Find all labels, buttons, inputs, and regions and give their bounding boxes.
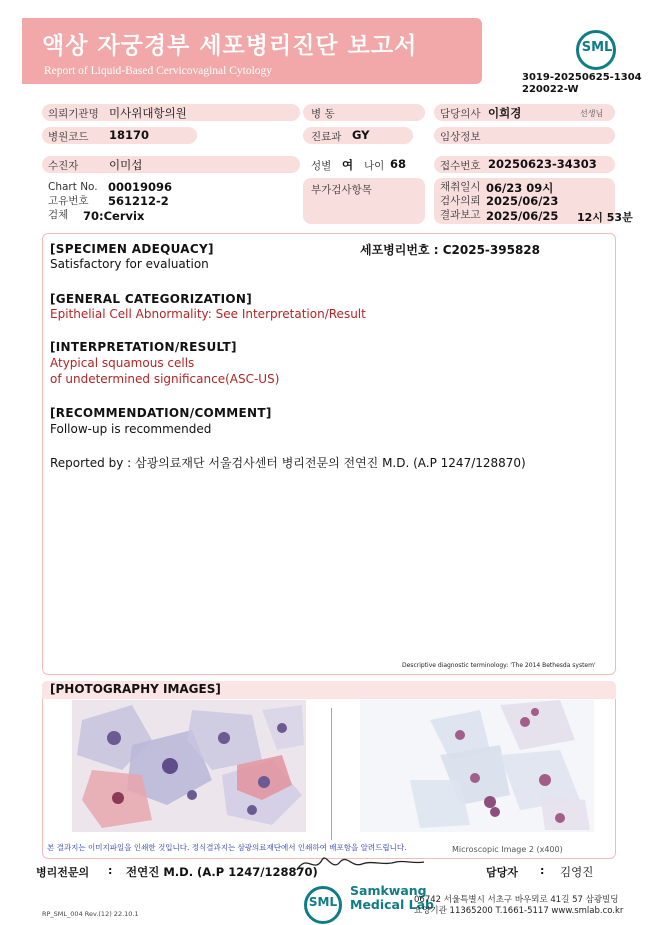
cytology-number-label: 세포병리번호 : bbox=[360, 243, 439, 257]
receipt-no-label: 접수번호 bbox=[440, 160, 481, 172]
requested-label: 검사의뢰 bbox=[440, 195, 481, 207]
patient-label: 수진자 bbox=[48, 160, 79, 172]
receipt-no-value: 20250623-34303 bbox=[488, 157, 597, 171]
doctor-suffix: 선생님 bbox=[580, 109, 604, 118]
pathologist-colon: : bbox=[108, 864, 113, 877]
institution-value: 미사위대항의원 bbox=[109, 106, 187, 120]
ward-label: 병 동 bbox=[311, 108, 335, 120]
specimen-value: 70:Cervix bbox=[83, 209, 145, 223]
cytology-number-value: C2025-395828 bbox=[442, 243, 541, 257]
microscopic-image-1-graphic bbox=[72, 700, 306, 832]
report-subtitle: Report of Liquid-Based Cervicovaginal Cytology bbox=[44, 65, 273, 77]
additional-tests-label: 부가검사항목 bbox=[311, 184, 372, 196]
collection-value: 06/23 09시 bbox=[486, 181, 554, 195]
terminology-note: Descriptive diagnostic terminology: 'The 2014 Bethesda system' bbox=[402, 662, 596, 669]
chart-no-label: Chart No. bbox=[48, 181, 98, 193]
footer-sml-logo-text: SML bbox=[308, 895, 338, 909]
reported-by: Reported by : 삼광의료재단 서울검사센터 병리전문의 전연진 M.D. (A.P 1247/128870) bbox=[50, 456, 526, 470]
sex-value: 여 bbox=[342, 158, 354, 172]
lab-name-line2: Medical Lab bbox=[350, 897, 434, 912]
reported-value: 2025/06/25 bbox=[486, 209, 559, 223]
age-value: 68 bbox=[390, 157, 407, 171]
pathologist-value: 전연진 M.D. (A.P 1247/128870) bbox=[126, 865, 318, 879]
specimen-adequacy-text: Satisfactory for evaluation bbox=[50, 257, 209, 271]
document-number bbox=[522, 72, 642, 96]
department-value: GY bbox=[352, 128, 370, 142]
recommendation-text: Follow-up is recommended bbox=[50, 422, 212, 436]
doctor-label: 담당의사 bbox=[440, 108, 481, 120]
document-number-line2: 220022-W bbox=[522, 84, 579, 95]
sex-label: 성별 bbox=[311, 160, 332, 172]
cytology-number bbox=[360, 241, 540, 258]
unique-no-label: 고유번호 bbox=[48, 195, 89, 207]
document-number-line1: 3019-20250625-1304 bbox=[522, 72, 642, 83]
department-label: 진료과 bbox=[311, 131, 342, 143]
microscopic-image-1 bbox=[72, 700, 306, 832]
photo-notice: 본 결과지는 이미지파일을 인쇄한 것입니다. 정식결과지는 삼광의료재단에서 인쇄하여 배포함을 알려드립니다. bbox=[47, 843, 407, 852]
unique-no-value: 561212-2 bbox=[108, 194, 169, 208]
sml-logo-text: SML bbox=[581, 40, 613, 55]
signature-icon bbox=[292, 848, 432, 876]
staff-colon: : bbox=[540, 864, 545, 877]
interpretation-line2: of undetermined significance(ASC-US) bbox=[50, 372, 280, 386]
pathologist-label: 병리전문의 bbox=[36, 866, 90, 879]
form-code: RP_SML_004 Rev.(12) 22.10.1 bbox=[42, 910, 139, 918]
requested-value: 2025/06/23 bbox=[486, 194, 559, 208]
collection-label: 채취일시 bbox=[440, 181, 481, 193]
institution-label: 의뢰기관명 bbox=[48, 108, 99, 120]
general-categorization-text: Epithelial Cell Abnormality: See Interpretation/Result bbox=[50, 307, 366, 321]
interpretation-line1: Atypical squamous cells bbox=[50, 356, 195, 370]
recommendation-heading: [RECOMMENDATION/COMMENT] bbox=[50, 406, 272, 420]
chart-no-value: 00019096 bbox=[108, 180, 173, 194]
hospital-code-value: 18170 bbox=[109, 128, 150, 142]
microscopic-image-2 bbox=[360, 700, 594, 832]
doctor-value: 이희경 bbox=[488, 106, 522, 120]
specimen-adequacy-heading: [SPECIMEN ADEQUACY] bbox=[50, 242, 214, 256]
photography-heading: [PHOTOGRAPHY IMAGES] bbox=[50, 682, 221, 696]
photo-divider bbox=[331, 708, 332, 840]
interpretation-heading: [INTERPRETATION/RESULT] bbox=[50, 340, 237, 354]
patient-value: 이미섭 bbox=[109, 158, 143, 172]
clinical-info-label: 임상정보 bbox=[440, 131, 481, 143]
reported-time: 12시 53분 bbox=[577, 211, 633, 224]
staff-value: 김영진 bbox=[560, 865, 594, 879]
lab-address bbox=[414, 895, 623, 917]
patient-pill bbox=[42, 156, 300, 173]
lab-name-line1: Samkwang bbox=[350, 883, 427, 898]
report-title: 액상 자궁경부 세포병리진단 보고서 bbox=[42, 33, 418, 59]
lab-address-line1: 06742 서울특별시 서초구 바우뫼로 41길 57 삼광빌딩 bbox=[414, 895, 619, 905]
microscopic-image-2-graphic bbox=[360, 700, 594, 832]
hospital-code-label: 병원코드 bbox=[48, 131, 89, 143]
general-categorization-heading: [GENERAL CATEGORIZATION] bbox=[50, 292, 253, 306]
age-label: 나이 bbox=[364, 160, 385, 172]
reported-label: 결과보고 bbox=[440, 209, 481, 221]
photo-caption-2: Microscopic Image 2 (x400) bbox=[452, 845, 563, 854]
lab-address-line2: 요양기관 11365200 T.1661-5117 www.smlab.co.kr bbox=[414, 906, 624, 916]
specimen-label: 검체 bbox=[48, 209, 69, 221]
staff-label: 담당자 bbox=[486, 866, 518, 879]
